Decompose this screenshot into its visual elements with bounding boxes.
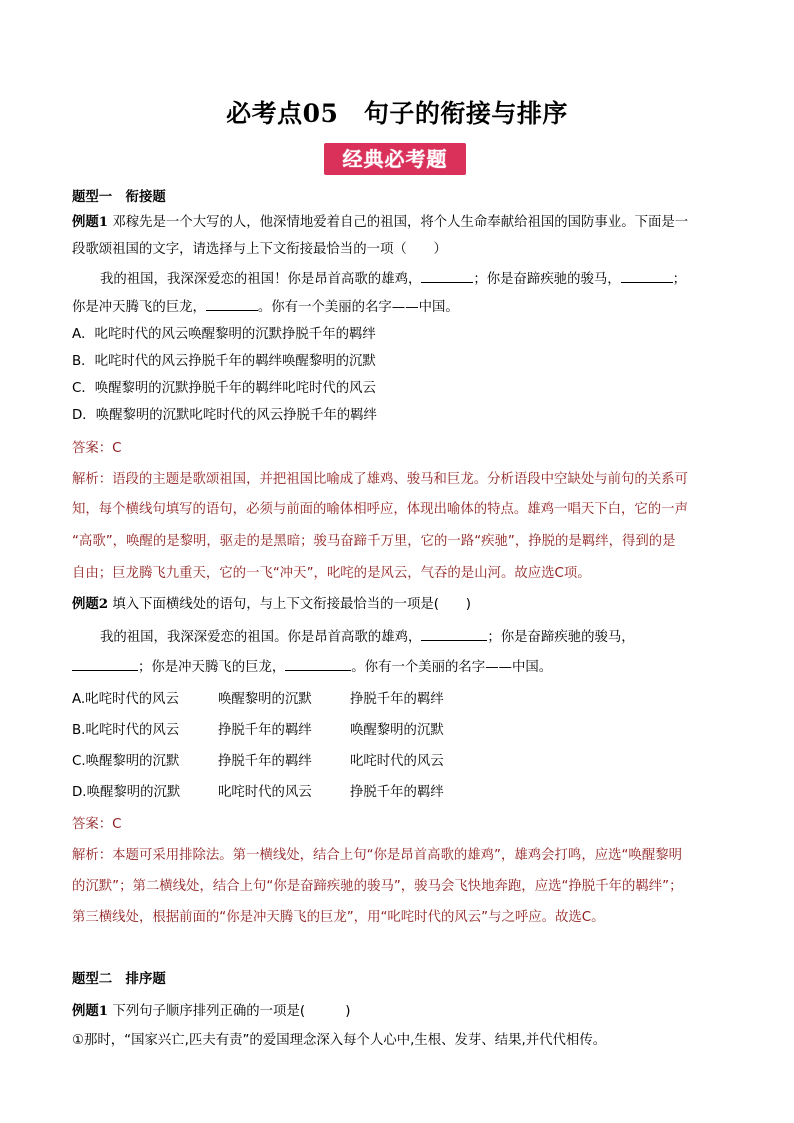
badge-label: 经典必考题 <box>342 147 448 171</box>
ex2-option-d-col3: 挣脱千年的羁绊 <box>350 785 444 800</box>
ex1-stem-text: 邓稼先是一个大写的人，他深情地爱着自己的祖国，将个人生命奉献给祖国的国防事业。下面是一 <box>112 215 689 230</box>
ex2-passage-b: ；你是奋蹄疾驰的骏马， <box>487 630 635 645</box>
s2-ex1-label: 例题1 <box>72 1003 109 1019</box>
ex1-stem-line2: 段歌颂祖国的文字，请选择与上下文衔接最恰当的一项（ ） <box>72 242 447 257</box>
ex1-blank-2 <box>621 270 673 283</box>
ex2-blank-1 <box>421 628 487 641</box>
ex1-analysis-line4: 自由；巨龙腾飞九重天，它的一飞“冲天”，叱咤的是风云，气吞的是山河。故应选C项。 <box>72 566 591 581</box>
ex1-option-b: B．叱咤时代的风云挣脱千年的羁绊唤醒黎明的沉默 <box>72 354 376 369</box>
ex2-passage-c: ；你是冲天腾飞的巨龙， <box>138 660 286 675</box>
s2-ex1-stem <box>72 1000 722 1019</box>
ex2-passage-d: 。你有一个美丽的名字——中国。 <box>351 660 553 675</box>
ex1-answer: 答案：C <box>72 441 122 456</box>
ex2-option-b-col1: B.叱咤时代的风云 <box>72 723 180 738</box>
ex1-passage-c: ； <box>672 272 687 287</box>
ex2-option-b-col2: 挣脱千年的羁绊 <box>218 723 312 738</box>
ex2-analysis-line1: 解析：本题可采用排除法。第一横线处，结合上句“你是昂首高歌的雄鸡”，雄鸡会打鸣，应选“唤醒黎明 <box>72 848 682 863</box>
ex2-option-c-col1: C.唤醒黎明的沉默 <box>72 754 180 769</box>
s2-ex1-stem-text: 下列句子顺序排列正确的一项是( ) <box>112 1004 351 1019</box>
ex2-analysis-line2: 的沉默”；第二横线处，结合上句“你是奋蹄疾驰的骏马”，骏马会飞快地奔跑，应选“挣脱千年的羁绊”； <box>72 879 683 894</box>
ex2-analysis-line3: 第三横线处，根据前面的“你是冲天腾飞的巨龙”，用“叱咤时代的风云”与之呼应。故选C。 <box>72 910 605 925</box>
ex1-label: 例题1 <box>72 214 109 230</box>
ex2-passage-a: 我的祖国，我深深爱恋的祖国。你是昂首高歌的雄鸡， <box>100 630 422 645</box>
ex1-analysis-line2: 知，每个横线句填写的语句，必须与前面的喻体相呼应，体现出喻体的特点。雄鸡一唱天下白，它的一声 <box>72 502 688 517</box>
ex1-option-d: D．唤醒黎明的沉默叱咤时代的风云挣脱千年的羁绊 <box>72 408 377 423</box>
ex2-option-a-col2: 唤醒黎明的沉默 <box>218 692 312 707</box>
ex1-passage-line1 <box>100 268 750 287</box>
ex2-option-a-col3: 挣脱千年的羁绊 <box>350 692 444 707</box>
ex1-passage-e: 。你有一个美丽的名字——中国。 <box>257 300 459 315</box>
ex2-passage-line2 <box>72 656 722 675</box>
ex2-option-d-col1: D.唤醒黎明的沉默 <box>72 785 181 800</box>
classic-exam-badge <box>324 143 466 175</box>
ex2-option-b-col3: 唤醒黎明的沉默 <box>350 723 444 738</box>
ex1-stem-line1 <box>72 211 722 230</box>
ex1-option-c: C．唤醒黎明的沉默挣脱千年的羁绊叱咤时代的风云 <box>72 381 376 396</box>
ex2-blank-2 <box>72 658 138 671</box>
ex1-passage-line2 <box>72 296 722 315</box>
ex1-passage-a: 我的祖国，我深深爱恋的祖国！你是昂首高歌的雄鸡， <box>100 272 422 287</box>
ex2-answer: 答案：C <box>72 817 122 832</box>
ex2-option-c-col3: 叱咤时代的风云 <box>350 754 444 769</box>
ex2-stem <box>72 593 722 612</box>
ex1-blank-1 <box>421 270 473 283</box>
page-title: 必考点05 句子的衔接与排序 <box>226 99 568 128</box>
ex2-option-a-col1: A.叱咤时代的风云 <box>72 692 179 707</box>
ex1-blank-3 <box>206 298 258 311</box>
ex2-blank-3 <box>285 658 351 671</box>
section1-heading: 题型一 衔接题 <box>72 189 166 205</box>
ex2-stem-text: 填入下面横线处的语句，与上下文衔接最恰当的一项是( ) <box>112 597 471 612</box>
ex2-option-d-col2: 叱咤时代的风云 <box>218 785 312 800</box>
ex2-label: 例题2 <box>72 596 109 612</box>
ex2-option-c-col2: 挣脱千年的羁绊 <box>218 754 312 769</box>
ex1-passage-d: 你是冲天腾飞的巨龙， <box>72 300 206 315</box>
s2-ex1-item1: ①那时，“国家兴亡,匹夫有责”的爱国理念深入每个人心中,生根、发芽、结果,并代代相传。 <box>72 1033 607 1048</box>
ex1-option-a: A．叱咤时代的风云唤醒黎明的沉默挣脱千年的羁绊 <box>72 327 376 342</box>
ex2-passage-line1 <box>100 626 750 645</box>
ex1-passage-b: ；你是奋蹄疾驰的骏马， <box>473 272 621 287</box>
ex1-analysis-line1: 解析：语段的主题是歌颂祖国，并把祖国比喻成了雄鸡、骏马和巨龙。分析语段中空缺处与前句的关系可 <box>72 472 688 487</box>
ex1-analysis-line3: “高歌”，唤醒的是黎明，驱走的是黑暗；骏马奋蹄千万里，它的一路“疾驰”，挣脱的是羁绊，得到的是 <box>72 534 676 549</box>
section2-heading: 题型二 排序题 <box>72 971 166 987</box>
